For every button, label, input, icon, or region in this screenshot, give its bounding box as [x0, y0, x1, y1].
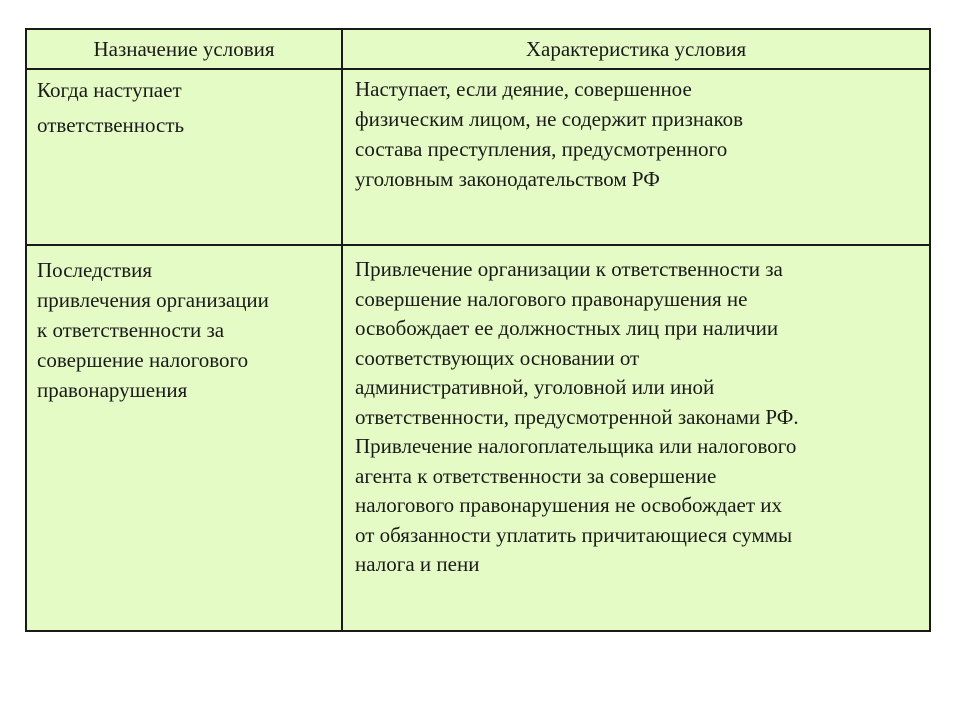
table-row [26, 69, 930, 245]
header-purpose: Назначение условия [26, 29, 342, 69]
purpose-text: Когда наступает ответственность [37, 78, 185, 137]
characteristic-cell [342, 245, 930, 631]
conditions-table [25, 28, 931, 632]
table-header-row [26, 29, 930, 69]
table-row [26, 245, 930, 631]
purpose-cell [26, 245, 342, 631]
purpose-text: Последствия привлечения организации к ответственности за совершение налогового правонарушения [37, 258, 269, 402]
header-characteristic: Характеристика условия [342, 29, 930, 69]
characteristic-text: Привлечение организации к ответственности за совершение налогового правонарушения не освобождает ее должностных лиц при наличии соответствующих основании от административной, уголовной или иной ответственности, предусмотренной законами РФ. Привлечение налогоплательщика или налогового агента к ответственности за совершение налогового правонарушения не освобождает их от обязанности уплатить причитающиеся суммы налога и пени [355, 257, 799, 576]
characteristic-text: Наступает, если деяние, совершенное физическим лицом, не содержит признаков состава преступления, предусмотренного уголовным законодательством РФ [355, 77, 744, 191]
characteristic-cell [342, 69, 930, 245]
purpose-cell [26, 69, 342, 245]
